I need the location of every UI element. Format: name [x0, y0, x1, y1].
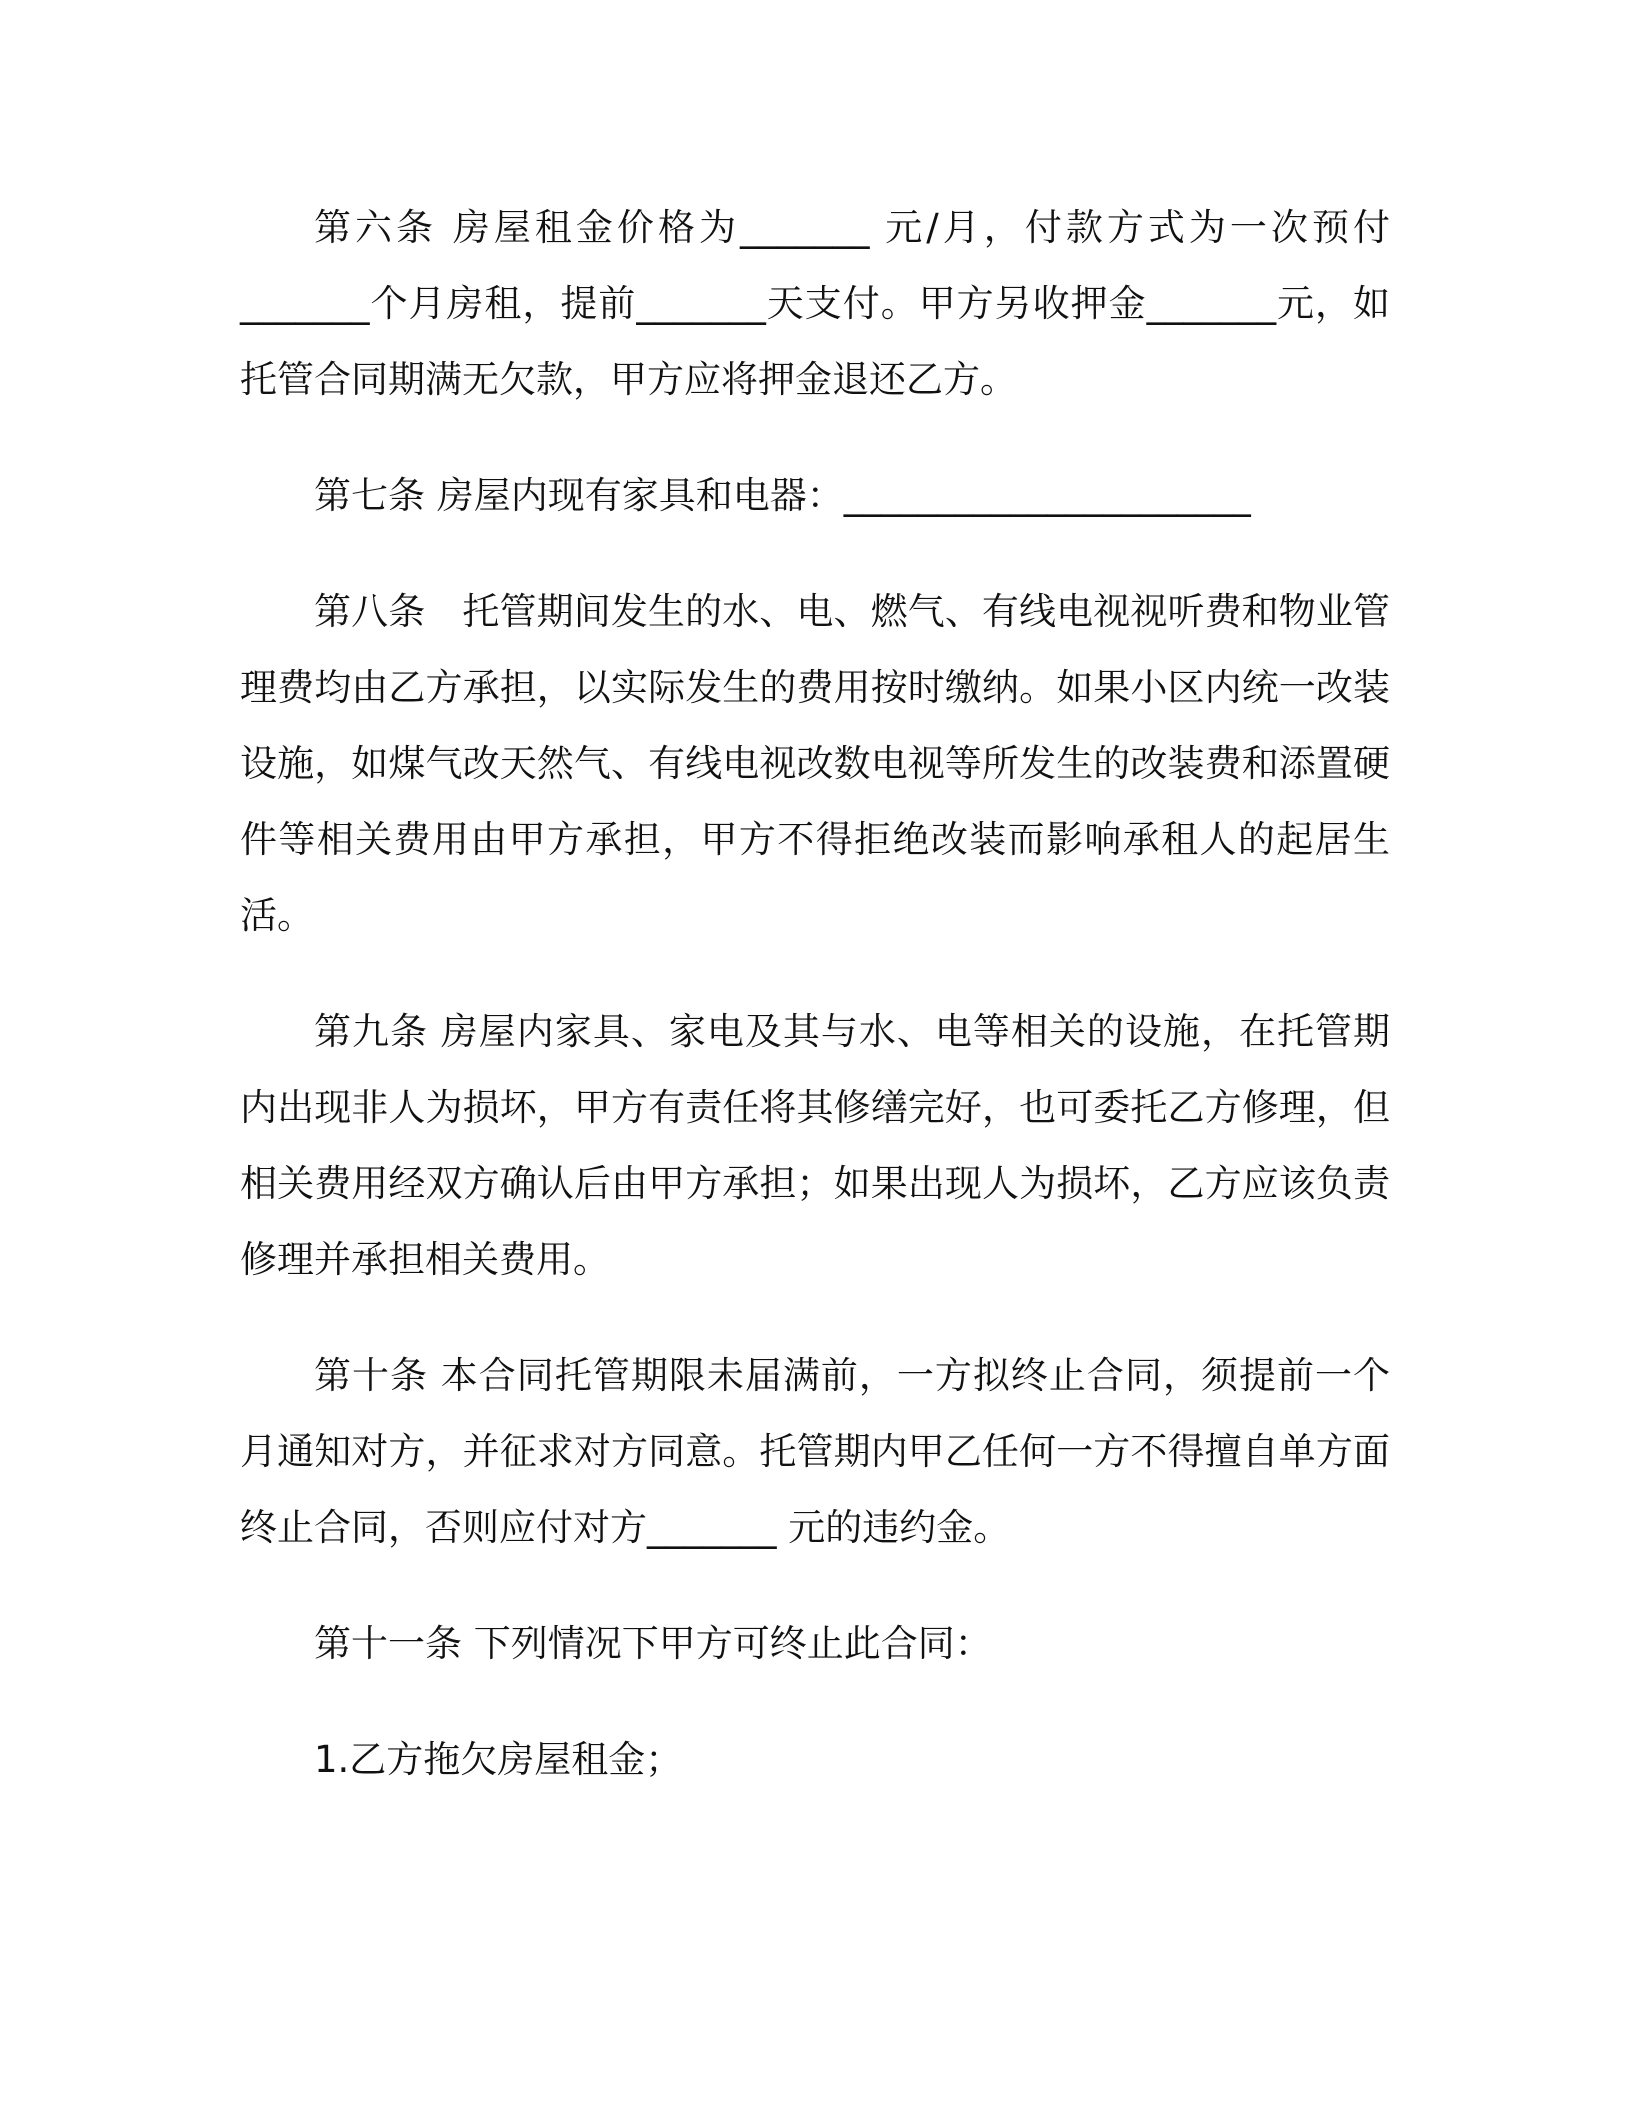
article-10-paragraph: 第十条 本合同托管期限未届满前，一方拟终止合同，须提前一个月通知对方，并征求对方同意。托管期内甲乙任何一方不得擅自单方面终止合同，否则应付对方_______ 元的违约金。 [240, 1354, 1390, 1549]
article-11-paragraph: 第十一条 下列情况下甲方可终止此合同： [314, 1622, 992, 1665]
article-11-item-1: 1.乙方拖欠房屋租金； [314, 1738, 683, 1781]
article-8-paragraph: 第八条 托管期间发生的水、电、燃气、有线电视视听费和物业管理费均由乙方承担，以实际发生的费用按时缴纳。如果小区内统一改装设施，如煤气改天然气、有线电视改数电视等所发生的改装费和添置硬件等相关费用由甲方承担，甲方不得拒绝改装而影响承租人的起居生活。 [240, 590, 1390, 937]
article-9-paragraph: 第九条 房屋内家具、家电及其与水、电等相关的设施，在托管期内出现非人为损坏，甲方有责任将其修缮完好，也可委托乙方修理，但相关费用经双方确认后由甲方承担；如果出现人为损坏，乙方应该负责修理并承担相关费用。 [240, 1010, 1390, 1281]
article-7-paragraph: 第七条 房屋内现有家具和电器：______________________ [314, 474, 1251, 517]
document-page [240, 190, 1390, 1838]
article-6-paragraph: 第六条 房屋租金价格为_______ 元/月，付款方式为一次预付_______个月房租，提前_______天支付。甲方另收押金_______元，如托管合同期满无欠款，甲方应将押金退还乙方。 [240, 206, 1390, 401]
